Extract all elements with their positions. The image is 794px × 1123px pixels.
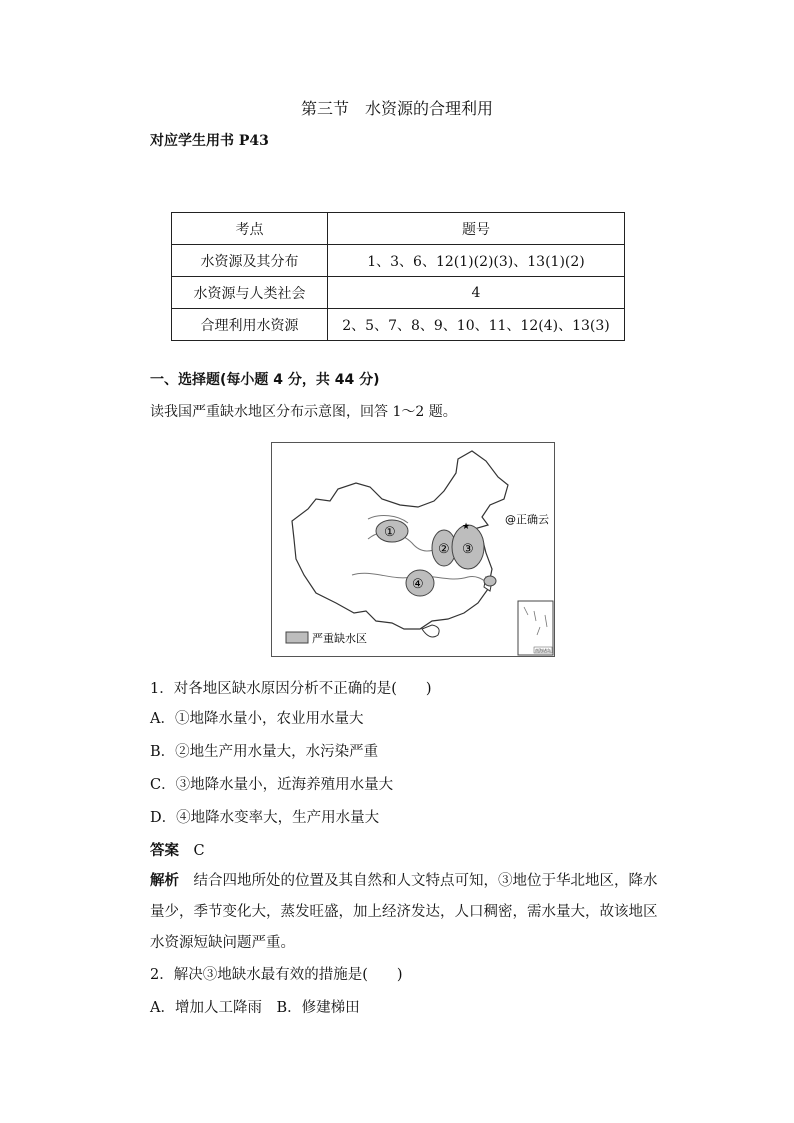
question-1-option-a: A．①地降水量小，农业用水量大 <box>150 711 364 727</box>
page-title: 第三节 水资源的合理利用 <box>300 99 493 118</box>
answer-label: 答案 <box>150 842 179 859</box>
table-cell: 合理利用水资源 <box>172 309 328 341</box>
table-cell: 水资源及其分布 <box>172 245 328 277</box>
section-heading: 一、选择题 <box>150 372 220 388</box>
inset-label: 南海诸岛 <box>535 648 551 653</box>
table-header: 题号 <box>328 213 625 245</box>
region-label-2: ② <box>438 542 450 557</box>
analysis-text: 结合四地所处的位置及其自然和人文特点可知，③地位于华北地区，降水量少，季节变化大，蒸发旺盛，加上经济发达，人口稠密，需水量大，故该地区水资源短缺问题严重。 <box>150 873 658 951</box>
section-title <box>150 369 380 389</box>
question-1-option-b: B．②地生产用水量大，水污染严重 <box>150 744 379 760</box>
answer-value: C <box>193 843 205 859</box>
coastal-area <box>484 576 496 586</box>
water-shortage-map <box>271 442 555 657</box>
capital-star-icon: ★ <box>462 522 471 532</box>
table-cell: 4 <box>328 277 625 309</box>
table-row <box>172 309 625 341</box>
table-cell: 2、5、7、8、9、10、11、12(4)、13(3) <box>328 309 625 341</box>
china-outline-map <box>272 443 554 656</box>
table-row <box>172 245 625 277</box>
answer-line <box>150 839 205 860</box>
reference-text: 对应学生用书 P43 <box>150 133 269 149</box>
table-header: 考点 <box>172 213 328 245</box>
map-watermark: @正确云 <box>505 513 549 526</box>
analysis-paragraph <box>150 865 660 959</box>
region-label-3: ③ <box>462 542 474 557</box>
legend-swatch <box>286 632 308 643</box>
region-label-1: ① <box>384 525 396 540</box>
question-1-option-d: D．④地降水变率大，生产用水量大 <box>150 810 380 826</box>
region-label-4: ④ <box>412 577 424 592</box>
question-intro: 读我国严重缺水地区分布示意图，回答 1～2 题。 <box>150 404 457 420</box>
section-note: (每小题 4 分，共 44 分) <box>220 372 380 388</box>
question-2-stem: 2．解决③地缺水最有效的措施是( ) <box>150 967 403 983</box>
student-book-reference <box>150 130 269 150</box>
question-1-option-c: C．③地降水量小，近海养殖用水量大 <box>150 777 394 793</box>
table-cell: 1、3、6、12(1)(2)(3)、13(1)(2) <box>328 245 625 277</box>
legend-label: 严重缺水区 <box>312 632 367 645</box>
table-header-row <box>172 213 625 245</box>
question-2-options: A．增加人工降雨 B．修建梯田 <box>150 1000 360 1016</box>
analysis-label: 解析 <box>150 872 179 889</box>
topic-table <box>171 212 625 341</box>
question-1-stem: 1．对各地区缺水原因分析不正确的是( ) <box>150 681 432 697</box>
table-cell: 水资源与人类社会 <box>172 277 328 309</box>
hainan-island <box>422 625 439 637</box>
table-row <box>172 277 625 309</box>
